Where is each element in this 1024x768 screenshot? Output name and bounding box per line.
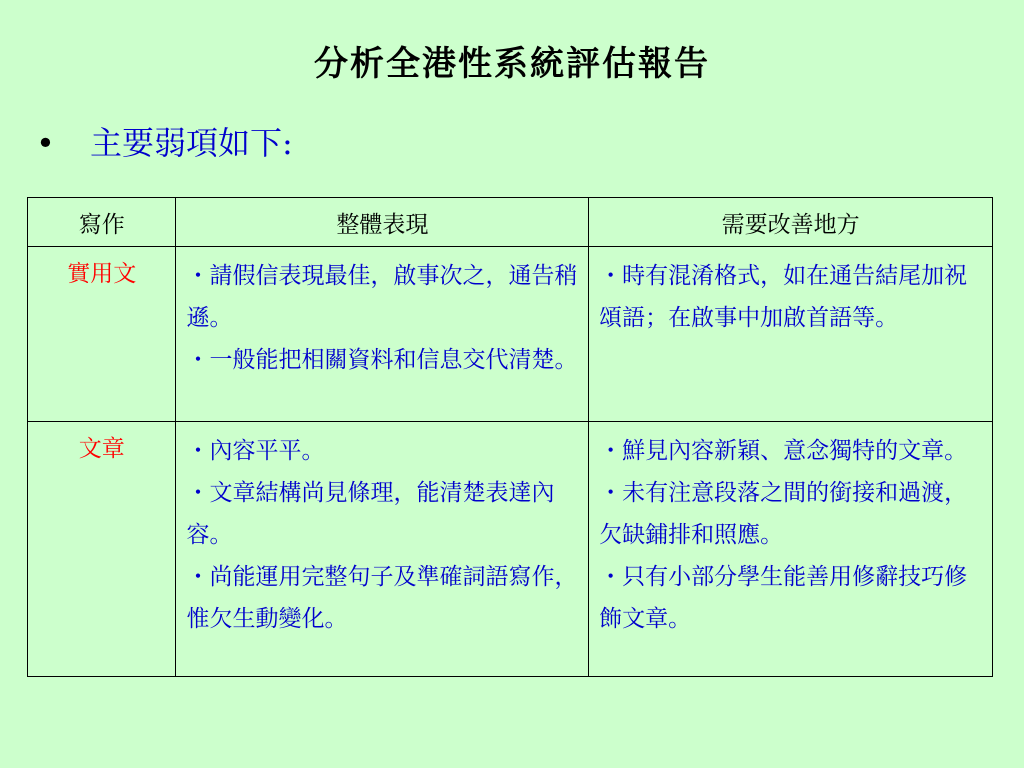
improvement-cell (589, 247, 993, 422)
performance-cell (176, 247, 589, 422)
performance-point: ・文章結構尚見條理，能清楚表達內容。 (186, 480, 555, 548)
table-header-row (28, 198, 993, 247)
report-table (27, 197, 993, 677)
category-cell: 實用文 (28, 247, 176, 422)
table-row (28, 422, 993, 677)
performance-point: ・尚能運用完整句子及準確詞語寫作，惟欠生動變化。 (186, 564, 578, 632)
improvement-point: ・鮮見內容新穎、意念獨特的文章。 (599, 438, 968, 464)
improvement-point: ・未有注意段落之間的銜接和過渡，欠缺鋪排和照應。 (599, 480, 968, 548)
bullet-text: 主要弱項如下: (90, 124, 293, 162)
performance-point: ・一般能把相關資料和信息交代清楚。 (186, 347, 578, 373)
header-cell-writing: 寫作 (28, 198, 176, 247)
table-row (28, 247, 993, 422)
category-cell: 文章 (28, 422, 176, 677)
improvement-point: ・只有小部分學生能善用修辭技巧修飾文章。 (599, 564, 968, 632)
performance-point: ・請假信表現最佳，啟事次之，通告稍遜。 (186, 263, 578, 331)
bullet-dot-icon: • (36, 124, 55, 162)
improvement-point: ・時有混淆格式，如在通告結尾加祝頌語；在啟事中加啟首語等。 (599, 263, 968, 331)
bullet-line (36, 118, 293, 164)
improvement-cell (589, 422, 993, 677)
header-cell-improvement: 需要改善地方 (589, 198, 993, 247)
performance-point: ・內容平平。 (186, 438, 325, 464)
header-cell-performance: 整體表現 (176, 198, 589, 247)
performance-cell (176, 422, 589, 677)
slide-title: 分析全港性系統評估報告 (314, 44, 710, 84)
